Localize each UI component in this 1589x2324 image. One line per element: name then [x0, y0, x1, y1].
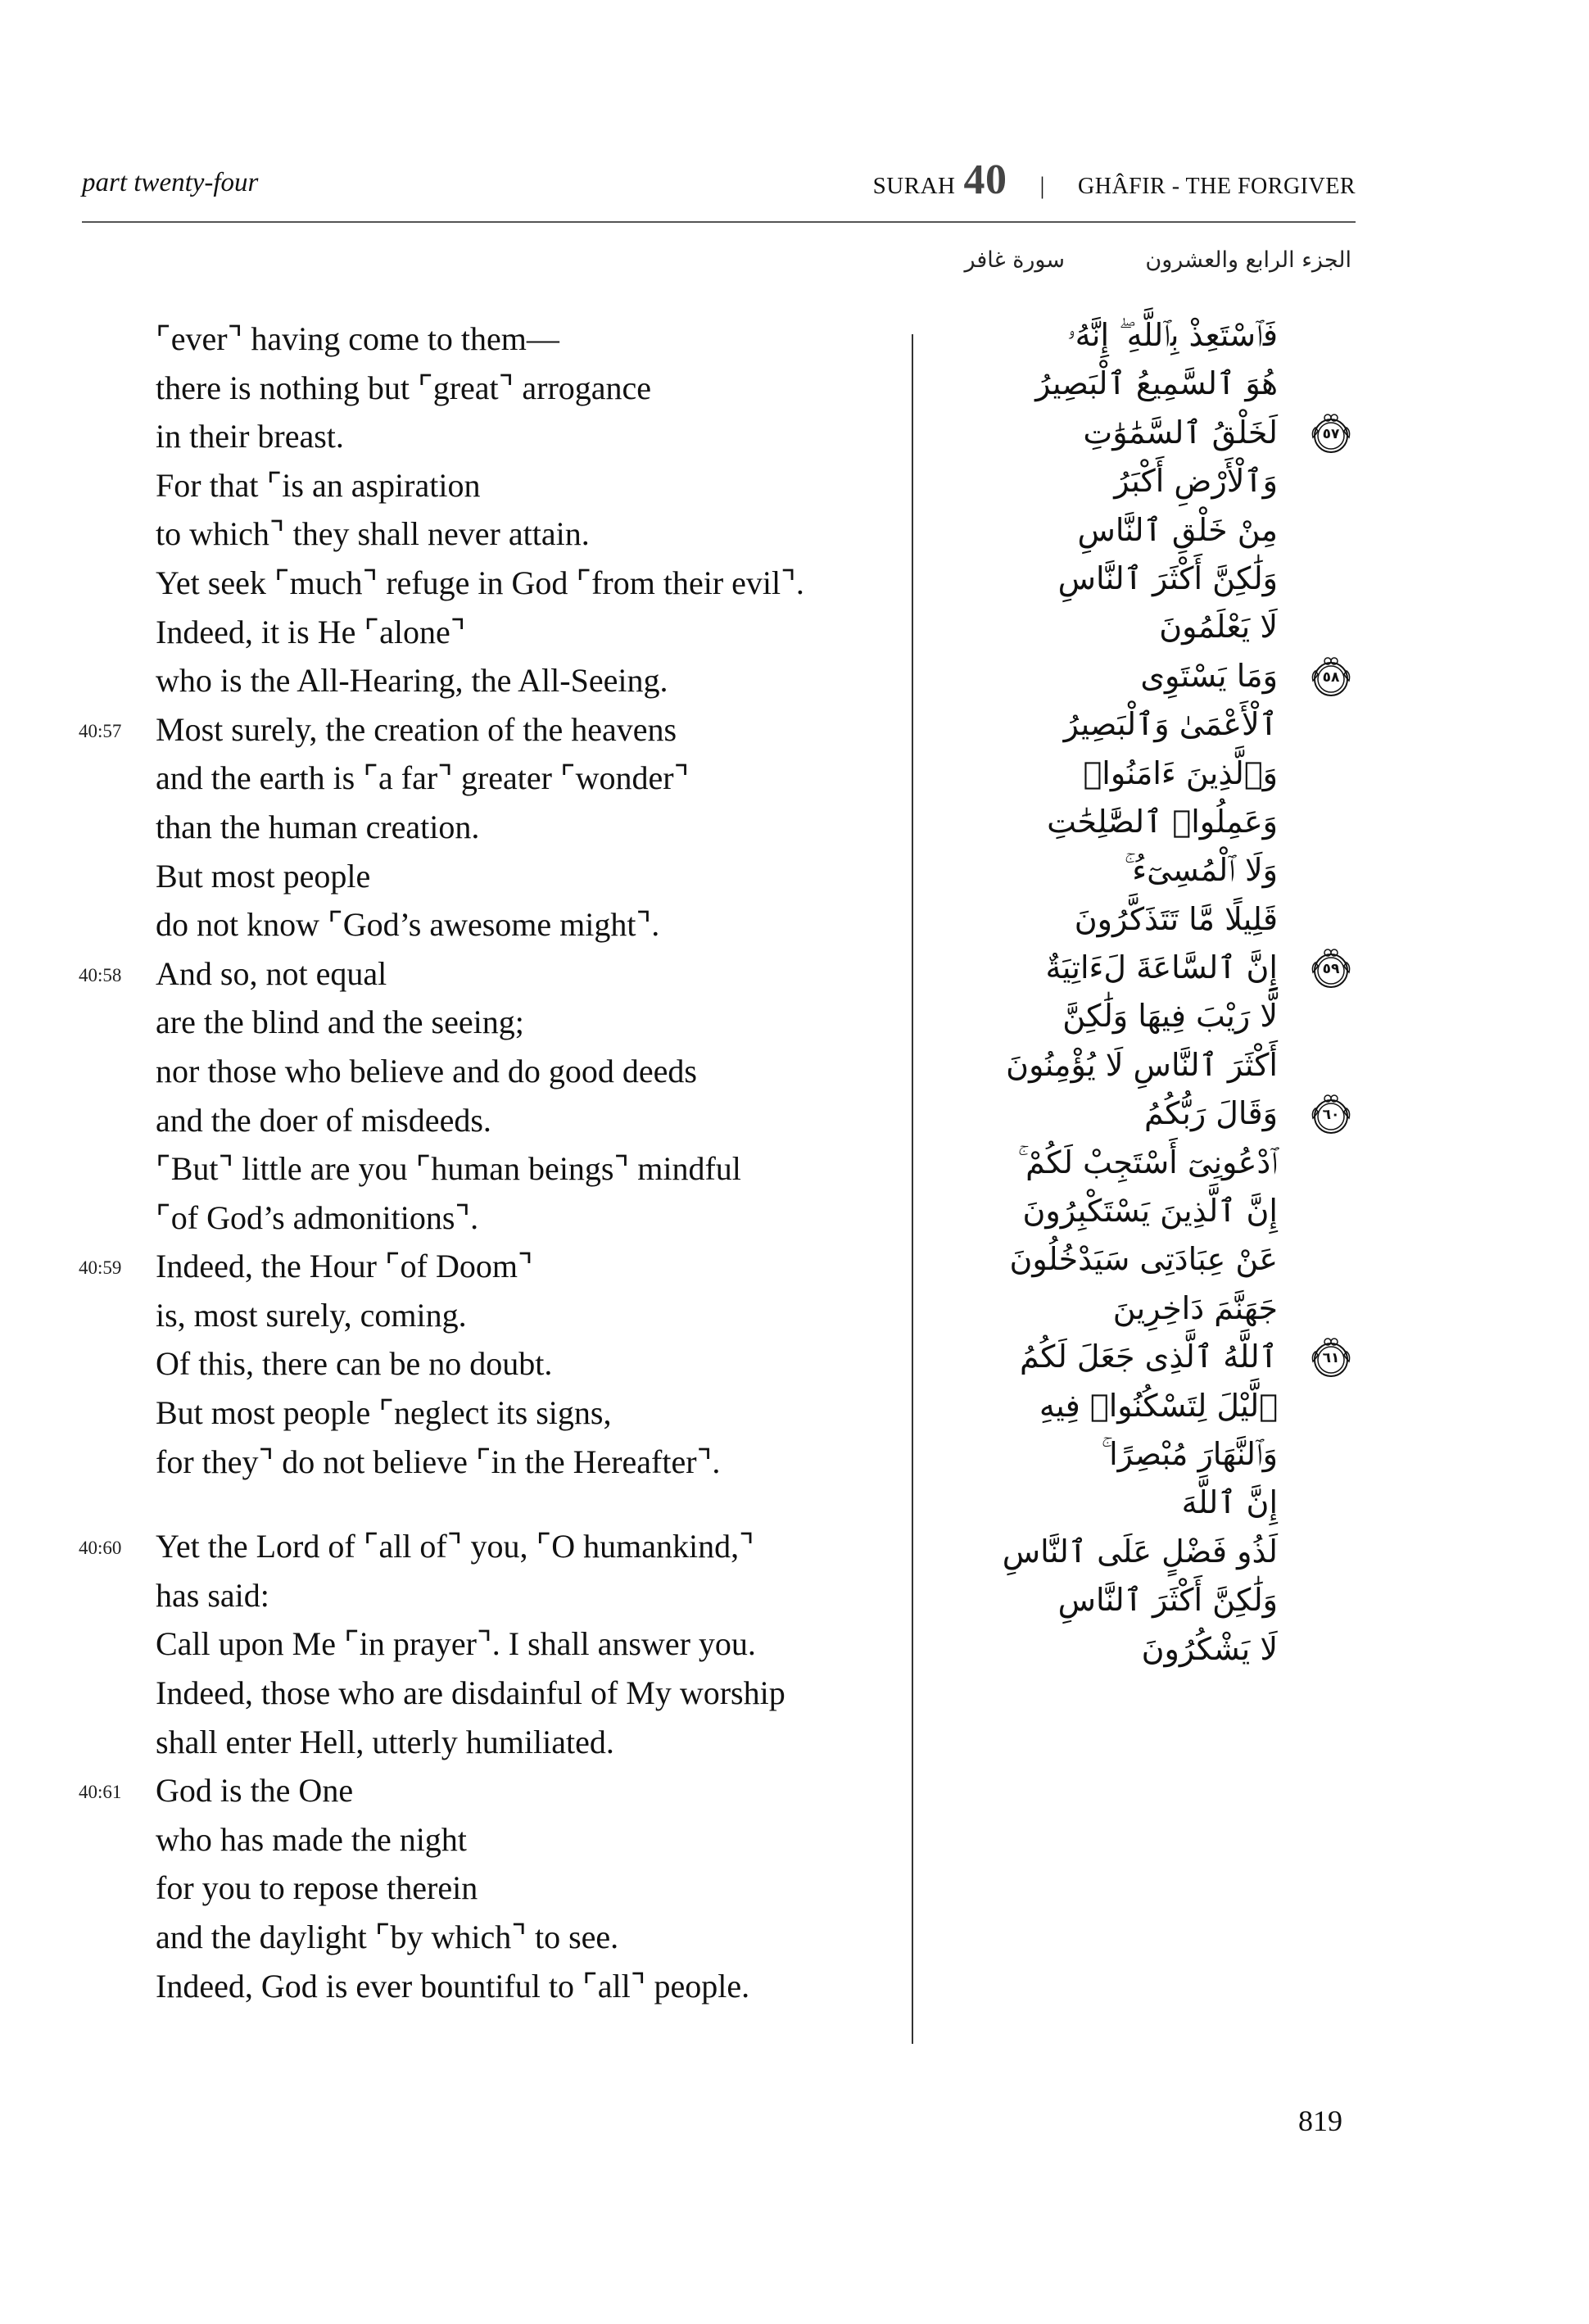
arabic-text: وَٱلنَّهَارَ مُبْصِرًا ۚ: [1101, 1435, 1278, 1472]
arabic-text: مِنْ خَلْقِ ٱلنَّاسِ: [1077, 511, 1278, 548]
running-head-part: part twenty-four: [82, 168, 259, 197]
arabic-text: وَقَالَ رَبُّكُمُ: [1144, 1095, 1278, 1132]
translation-text: Call upon Me ⌜in prayer⌝. I shall answer you.: [156, 1625, 756, 1663]
arabic-text: فَٱسْتَعِذْ بِٱللَّهِ ۖ إِنَّهُۥ: [1067, 317, 1278, 353]
translation-text: For that ⌜is an aspiration: [156, 466, 481, 504]
arabic-text: وَلَٰكِنَّ أَكْثَرَ ٱلنَّاسِ: [1057, 1582, 1278, 1619]
verse-marker: [1309, 411, 1353, 455]
translation-text: Yet seek ⌜much⌝ refuge in God ⌜from their evil⌝.: [156, 564, 804, 601]
arabic-line: [688, 1187, 1278, 1235]
verse-marker: [1309, 1092, 1353, 1136]
verse-marker-number: ٥٨: [1322, 668, 1340, 686]
arabic-line: [688, 992, 1278, 1040]
arabic-text: لَّا رَيْبَ فِيهَا وَلَٰكِنَّ: [1062, 998, 1278, 1035]
verse-marker-number: ٦١: [1322, 1350, 1340, 1367]
arabic-text: لَا يَشْكُرُونَ: [1141, 1630, 1278, 1667]
arabic-text: وَٱلَّذِينَ ءَامَنُوا۟: [1083, 754, 1278, 791]
translation-line: [0, 1815, 901, 1864]
translation-text: Of this, there can be no doubt.: [156, 1345, 553, 1383]
arabic-text: وَلَٰكِنَّ أَكْثَرَ ٱلنَّاسِ: [1057, 559, 1278, 596]
verse-number: 40:61: [79, 1782, 122, 1803]
arabic-text: وَعَمِلُوا۟ ٱلصَّٰلِحَٰتِ: [1047, 803, 1278, 840]
arabic-text: إِنَّ ٱللَّهَ: [1181, 1484, 1278, 1521]
arabic-line: [688, 506, 1278, 555]
translation-text: has said:: [156, 1576, 269, 1614]
arabic-line: [688, 409, 1340, 457]
arabic-text: وَلَا ٱلْمُسِىٓءُ ۚ: [1124, 852, 1278, 889]
translation-text: are the blind and the seeing;: [156, 1003, 524, 1041]
translation-text: for you to repose therein: [156, 1869, 478, 1907]
translation-text: Indeed, those who are disdainful of My worship: [156, 1674, 785, 1712]
translation-text: and the earth is ⌜a far⌝ greater ⌜wonder⌝: [156, 759, 690, 797]
translation-text: and the daylight ⌜by which⌝ to see.: [156, 1919, 619, 1955]
translation-text: ⌜of God’s admonitions⌝.: [156, 1198, 479, 1236]
verse-number: 40:60: [79, 1538, 122, 1559]
verse-marker: [1309, 946, 1353, 990]
arabic-line: [688, 1576, 1278, 1624]
arabic-text: أَكْثَرَ ٱلنَّاسِ لَا يُؤْمِنُونَ: [1006, 1046, 1278, 1083]
arabic-line: [688, 1430, 1278, 1479]
translation-text: Indeed, the Hour ⌜of Doom⌝: [156, 1248, 533, 1285]
arabic-line: [688, 1479, 1278, 1527]
arabic-line: [688, 798, 1278, 846]
translation-line: [0, 1864, 901, 1913]
verse-number: 40:57: [79, 720, 122, 741]
translation-text: God is the One: [156, 1772, 354, 1810]
surah-name: GHÂFIR - THE FORGIVER: [1078, 174, 1356, 199]
translation-text: and the doer of misdeeds.: [156, 1101, 491, 1139]
arabic-text: جَهَنَّمَ دَاخِرِينَ: [1112, 1289, 1278, 1326]
arabic-line: [688, 750, 1278, 798]
translation-text: who has made the night: [156, 1820, 467, 1858]
translation-text: shall enter Hell, utterly humiliated.: [156, 1723, 614, 1760]
translation-text: And so, not equal: [156, 954, 387, 992]
arabic-line: [688, 1235, 1278, 1284]
arabic-line: [688, 700, 1278, 749]
verse-marker-number: ٥٩: [1322, 961, 1340, 978]
arabic-text: هُوَ ٱلسَّمِيعُ ٱلْبَصِيرُ: [1035, 365, 1278, 402]
translation-text: But most people: [156, 857, 371, 895]
translation-text: than the human creation.: [156, 808, 480, 845]
surah-label: SURAH: [872, 173, 956, 199]
translation-text: Yet the Lord of ⌜all of⌝ you, ⌜O humankind,⌝: [156, 1528, 754, 1565]
translation-line: [0, 1718, 901, 1767]
arabic-text: ٱلَّيْلَ لِتَسْكُنُوا۟ فِيهِ: [1039, 1387, 1278, 1424]
translation-text: ⌜ever⌝ having come to them—: [156, 320, 559, 357]
arabic-text: ٱدْعُونِىٓ أَسْتَجِبْ لَكُمْ ۚ: [1017, 1144, 1278, 1180]
translation-text: there is nothing but ⌜great⌝ arrogance: [156, 369, 652, 406]
arabic-line: [688, 1625, 1278, 1674]
running-head-surah: [873, 156, 1356, 204]
translation-text: do not know ⌜God’s awesome might⌝.: [156, 906, 660, 944]
arabic-text: ٱلْأَعْمَىٰ وَٱلْبَصِيرُ: [1063, 706, 1278, 743]
translation-line: [0, 1962, 901, 2011]
arabic-line: [688, 1382, 1278, 1430]
arabic-text: عَنْ عِبَادَتِى سَيَدْخُلُونَ: [1009, 1241, 1278, 1278]
arabic-line: [688, 555, 1278, 603]
arabic-line: [688, 846, 1278, 895]
header-rule: [82, 221, 1356, 223]
translation-text: in their breast.: [156, 418, 344, 455]
translation-text: Indeed, it is He ⌜alone⌝: [156, 613, 466, 650]
translation-line: [0, 1913, 901, 1962]
verse-marker-number: ٦٠: [1322, 1107, 1340, 1124]
arabic-text: إِنَّ ٱلَّذِينَ يَسْتَكْبِرُونَ: [1022, 1193, 1278, 1230]
arabic-line: [688, 311, 1278, 360]
arabic-line: [688, 1139, 1278, 1187]
arabic-juz-heading: الجزء الرابع والعشرون: [1145, 247, 1351, 273]
arabic-text: لَخَلْقُ ٱلسَّمَٰوَٰتِ: [1083, 414, 1278, 451]
arabic-line: [688, 603, 1278, 651]
arabic-line: [688, 457, 1278, 505]
verse-marker-number: ٥٧: [1322, 425, 1340, 442]
arabic-line: [688, 652, 1340, 700]
translation-text: ⌜But⌝ little are you ⌜human beings⌝ mindful: [156, 1150, 741, 1188]
arabic-line: [688, 1333, 1340, 1381]
translation-text: Most surely, the creation of the heavens: [156, 710, 677, 748]
verse-marker: [1309, 1335, 1353, 1379]
verse-number: 40:58: [79, 964, 122, 985]
translation-text: to which⌝ they shall never attain.: [156, 515, 590, 553]
translation-text: for they⌝ do not believe ⌜in the Hereafter⌝.: [156, 1443, 721, 1480]
arabic-text: وَمَا يَسْتَوِى: [1140, 657, 1278, 694]
header-separator: |: [1039, 172, 1045, 199]
translation-line: [0, 1766, 901, 1815]
translation-text: But most people ⌜neglect its signs,: [156, 1394, 612, 1432]
arabic-text: لَا يَعْلَمُونَ: [1159, 609, 1278, 646]
arabic-text: إِنَّ ٱلسَّاعَةَ لَءَاتِيَةٌ: [1045, 949, 1278, 986]
arabic-text: لَذُو فَضْلٍ عَلَى ٱلنَّاسِ: [1002, 1533, 1278, 1570]
verse-number: 40:59: [79, 1257, 122, 1279]
arabic-line: [688, 1528, 1278, 1576]
arabic-line: [688, 1090, 1340, 1138]
arabic-line: [688, 360, 1278, 408]
arabic-line: [688, 1041, 1278, 1090]
arabic-surah-heading: سورة غافر: [964, 247, 1065, 273]
translation-text: nor those who believe and do good deeds: [156, 1052, 697, 1090]
arabic-text-column: [688, 311, 1340, 1674]
page-number: 819: [1298, 2104, 1342, 2137]
translation-text: who is the All-Hearing, the All-Seeing.: [156, 662, 668, 700]
verse-marker: [1309, 655, 1353, 699]
arabic-text: وَٱلْأَرْضِ أَكْبَرُ: [1114, 463, 1278, 500]
arabic-text: قَلِيلًا مَّا تَتَذَكَّرُونَ: [1074, 900, 1278, 937]
arabic-line: [688, 944, 1340, 992]
translation-line: [0, 1669, 901, 1718]
translation-text: is, most surely, coming.: [156, 1296, 467, 1334]
arabic-line: [688, 895, 1278, 944]
arabic-text: ٱللَّهُ ٱلَّذِى جَعَلَ لَكُمُ: [1019, 1339, 1278, 1375]
surah-number: 40: [963, 156, 1007, 203]
arabic-line: [688, 1284, 1278, 1333]
translation-text: Indeed, God is ever bountiful to ⌜all⌝ people.: [156, 1967, 750, 2005]
